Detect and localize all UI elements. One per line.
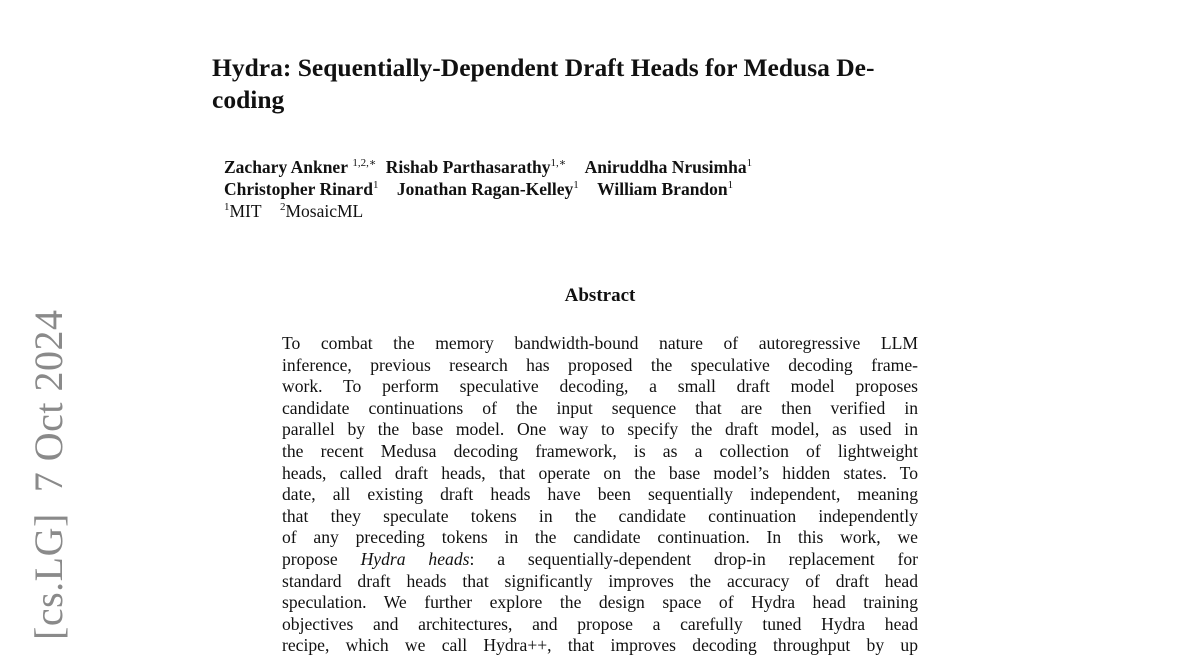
arxiv-date: 7 Oct 2024 — [26, 309, 71, 493]
author-row — [224, 156, 752, 178]
paper-title — [212, 52, 1012, 116]
abstract-line: recipe, which we call Hydra++, that improves decoding throughput by up — [282, 635, 918, 656]
author-marks: 1,2,∗ — [352, 157, 377, 169]
abstract-line: parallel by the base model. One way to specify the draft model, as used in — [282, 419, 918, 440]
abstract-line: candidate continuations of the input sequence that are then verified in — [282, 397, 918, 418]
arxiv-category: [cs.LG] — [26, 513, 71, 640]
abstract-line: heads, called draft heads, that operate on the base model’s hidden states. To — [282, 462, 918, 483]
author-name: William Brandon$^1$ — [597, 179, 734, 199]
abstract-line: of any preceding tokens in the candidate continuation. In this work, we — [282, 527, 918, 548]
abstract-line: speculation. We further explore the design space of Hydra head training — [282, 592, 918, 613]
author-row — [224, 178, 752, 200]
arxiv-stamp — [24, 309, 74, 640]
author-marks: 1,∗ — [550, 157, 567, 169]
hydra-heads-term: Hydra heads — [360, 548, 470, 569]
abstract-line: the recent Medusa decoding framework, is as a collection of lightweight — [282, 440, 918, 461]
author-name: Zachary Ankner $^{1,2,∗}$ — [224, 157, 377, 177]
abstract-line: inference, previous research has proposed the speculative decoding frame- — [282, 354, 918, 375]
title-line: coding — [212, 85, 285, 114]
affiliation: $^1$MIT — [224, 201, 262, 221]
author-marks: 1 — [727, 179, 734, 191]
author-name: Rishab Parthasarathy$^{1,∗}$ — [385, 157, 567, 177]
abstract-line: objectives and architectures, and propose a carefully tuned Hydra head — [282, 613, 918, 634]
author-marks: 1 — [573, 179, 579, 191]
abstract-line: To combat the memory bandwidth-bound nature of autoregressive LLM — [282, 333, 918, 353]
author-marks: 1 — [746, 157, 753, 169]
abstract-body — [282, 333, 918, 657]
abstract-line: standard draft heads that significantly improves the accuracy of draft head — [282, 570, 918, 591]
author-marks: 1 — [372, 179, 379, 191]
author-name: Aniruddha Nrusimha$^1$ — [584, 157, 753, 177]
author-block — [224, 156, 752, 222]
abstract-line: propose Hydra heads: a sequentially-dependent drop-in replacement for — [282, 548, 919, 569]
author-name: Jonathan Ragan-Kelley$^1$ — [396, 179, 579, 199]
title-line: Hydra: Sequentially-Dependent Draft Heads for Medusa De- — [212, 53, 875, 82]
affiliations — [224, 200, 752, 222]
abstract-line: that they speculate tokens in the candidate continuation independently — [282, 505, 918, 526]
author-name: Christopher Rinard$^1$ — [224, 179, 379, 199]
abstract-line: work. To perform speculative decoding, a small draft model proposes — [282, 376, 918, 397]
affiliation: $^2$MosaicML — [279, 201, 364, 221]
abstract-heading: Abstract — [564, 285, 636, 306]
abstract-line: date, all existing draft heads have been sequentially independent, meaning — [282, 484, 918, 505]
